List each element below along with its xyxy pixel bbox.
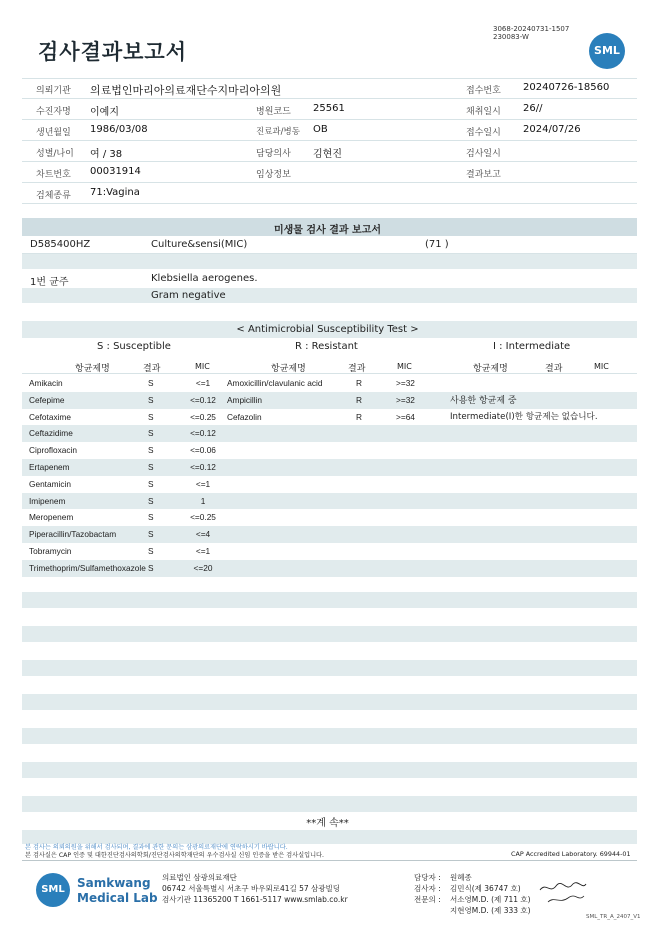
form-code: SML_TR_A_2407_V1 [586, 914, 641, 920]
collection-date-label: 채취일시 [466, 107, 501, 117]
ast-row-stripe [22, 392, 637, 409]
antibiotic-result: S [148, 411, 154, 422]
antibiotic-mic: <=0.06 [190, 445, 216, 456]
col-result-2: 결과 [348, 364, 366, 374]
antibiotic-mic: <=0.12 [190, 394, 216, 405]
test-date-label: 검사일시 [466, 149, 501, 159]
staff1-label: 담당자 : [414, 873, 441, 882]
intermediate-note-2: Intermediate(I)한 항균제는 없습니다. [450, 412, 598, 422]
cap-text: CAP Accredited Laboratory. 69944-01 [511, 850, 631, 858]
staff2-label: 검사자 : [414, 884, 441, 893]
sml-logo-text: SML [594, 44, 620, 57]
staff2-value: 김민식(제 36747 호) [450, 884, 521, 893]
info-divider [22, 98, 637, 99]
antibiotic-name: Trimethoprim/Sulfamethoxazole [29, 562, 146, 573]
dob-value: 1986/03/08 [90, 124, 148, 135]
sml-logo [589, 33, 625, 69]
intermediate-note-1: 사용한 항균제 중 [450, 396, 517, 406]
info-top-border [22, 78, 637, 79]
info-divider [22, 161, 637, 162]
chart-no-label: 차트번호 [36, 170, 71, 180]
col-antibiotic-2: 항균제명 [271, 364, 306, 374]
legend-intermediate: I : Intermediate [493, 341, 571, 352]
sex-age-value: 여 / 38 [90, 149, 123, 160]
antibiotic-result: S [148, 546, 154, 556]
antibiotic-name: Ertapenem [29, 462, 70, 472]
sex-age-label: 성별/나이 [36, 149, 74, 159]
org-name: 의료법인 삼광의료재단 [162, 873, 237, 882]
antibiotic-result: R [356, 411, 362, 422]
brand-name-2: Medical Lab [77, 891, 158, 905]
antibiotic-name: Tobramycin [29, 546, 72, 556]
report-title: 검사결과보고서 [38, 40, 188, 64]
antibiotic-mic: 1 [200, 495, 206, 506]
col-mic-1: MIC [195, 362, 210, 371]
antibiotic-mic: <=1 [195, 478, 211, 489]
info-bottom-border [22, 203, 637, 204]
antibiotic-name: Ampicillin [227, 394, 263, 405]
footer-notice-1: 본 검사는 의뢰의원을 위해서 검사되며, 결과에 관한 문의는 삼광의료재단에 연락하시기 바랍니다. [25, 844, 288, 851]
col-antibiotic-3: 항균제명 [473, 364, 508, 374]
antibiotic-name: Cefepime [29, 394, 65, 405]
antibiotic-result: R [356, 394, 362, 405]
hospital-code-value: 25561 [313, 103, 345, 114]
continue-mark: **계 속** [306, 818, 349, 829]
antibiotic-mic: <=0.25 [190, 512, 216, 523]
antibiotic-name: Ceftazidime [29, 428, 73, 439]
col-antibiotic-1: 항균제명 [75, 364, 110, 374]
antibiotic-mic: >=32 [396, 394, 415, 405]
staff1-value: 원혜종 [450, 873, 472, 882]
antibiotic-name: Imipenem [29, 495, 66, 506]
report-code-1: 3068-20240731-1507 [493, 25, 570, 33]
col-mic-2: MIC [397, 362, 412, 371]
ast-title: < Antimicrobial Susceptibility Test > [236, 324, 419, 335]
receipt-date-value: 2024/07/26 [523, 124, 581, 135]
antibiotic-mic: <=1 [195, 546, 211, 556]
org-contact: 검사기관 11365200 T 1661-5117 www.smlab.co.kr [162, 895, 348, 904]
footer-divider [22, 860, 637, 861]
specimen-value: 71:Vagina [90, 187, 140, 198]
antibiotic-name: Gentamicin [29, 478, 71, 489]
institution-value: 의료법인마리아의료재단수지마리아의원 [90, 84, 282, 97]
doctor-value: 김현진 [313, 149, 342, 160]
empty-row-band [22, 762, 637, 778]
footer-sml-logo [36, 873, 70, 907]
test-code: D585400HZ [30, 239, 91, 250]
clinical-label: 임상정보 [256, 170, 291, 180]
institution-label: 의뢰기관 [36, 86, 71, 96]
antibiotic-result: S [148, 562, 154, 573]
antibiotic-result: S [148, 394, 154, 405]
specimen-label: 검체종류 [36, 191, 71, 201]
footer-logo-text: SML [41, 884, 65, 895]
test-name: Culture&sensi(MIC) [151, 239, 248, 250]
doctor-label: 담당의사 [256, 149, 291, 159]
antibiotic-name: Ciprofloxacin [29, 445, 77, 456]
gram-stain: Gram negative [151, 290, 226, 301]
ast-row-stripe [22, 425, 637, 442]
patient-value: 이예지 [90, 107, 119, 118]
col-mic-3: MIC [594, 362, 609, 371]
result-report-label: 결과보고 [466, 170, 501, 180]
antibiotic-mic: <=20 [193, 562, 213, 573]
micro-section-title: 미생물 검사 결과 보고서 [273, 225, 382, 236]
gram-band [22, 288, 637, 303]
staff4-value: 지현영M.D. (제 333 호) [450, 906, 531, 915]
dob-label: 생년월일 [36, 128, 71, 138]
receipt-date-label: 접수일시 [466, 128, 501, 138]
antibiotic-result: S [148, 495, 154, 506]
patient-label: 수진자명 [36, 107, 71, 117]
staff3-label: 전문의 : [414, 895, 441, 904]
dept-value: OB [313, 124, 328, 135]
legend-resistant: R : Resistant [295, 341, 358, 352]
antibiotic-mic: <=0.12 [190, 428, 216, 439]
antibiotic-result: S [148, 478, 154, 489]
antibiotic-name: Cefotaxime [29, 411, 71, 422]
info-divider [22, 140, 637, 141]
test-number: (71 ) [425, 239, 449, 250]
empty-row-band [22, 728, 637, 744]
receipt-no-label: 접수번호 [466, 86, 501, 96]
empty-row-band [22, 626, 637, 642]
footer-notice-2: 본 검사실은 CAP 인증 및 대한진단검사의학회/진단검사의학재단의 우수검사실 신임 인증을 받은 검사실입니다. [25, 852, 324, 859]
ast-row-stripe [22, 459, 637, 476]
antibiotic-name: Meropenem [29, 512, 74, 523]
antibiotic-result: S [148, 428, 154, 439]
micro-blank-band [22, 254, 637, 269]
organism-name: Klebsiella aerogenes. [151, 273, 258, 284]
antibiotic-result: S [148, 462, 154, 472]
col-result-1: 결과 [143, 364, 161, 374]
antibiotic-result: S [148, 529, 154, 540]
empty-row-band [22, 694, 637, 710]
antibiotic-mic: >=32 [396, 378, 415, 388]
antibiotic-result: R [356, 378, 362, 388]
antibiotic-result: S [148, 378, 154, 388]
dept-label: 진료과/병동 [256, 127, 300, 137]
antibiotic-mic: <=0.12 [190, 462, 216, 472]
brand-name-1: Samkwang [77, 876, 151, 890]
empty-row-band [22, 796, 637, 812]
org-address: 06742 서울특별시 서초구 바우뫼로41길 57 삼광빌딩 [162, 884, 341, 893]
antibiotic-name: Piperacillin/Tazobactam [29, 529, 117, 540]
staff3-value: 서소영M.D. (제 711 호) [450, 895, 531, 904]
antibiotic-mic: >=64 [396, 411, 415, 422]
antibiotic-result: S [148, 445, 154, 456]
empty-row-band [22, 660, 637, 676]
report-code-2: 230083-W [493, 33, 529, 41]
chart-no-value: 00031914 [90, 166, 141, 177]
col-result-3: 결과 [545, 364, 563, 374]
collection-date-value: 26// [523, 103, 543, 114]
ast-row-stripe [22, 493, 637, 510]
strain-label: 1번 균주 [30, 277, 69, 288]
antibiotic-result: S [148, 512, 154, 523]
signature-mark [538, 878, 588, 908]
antibiotic-mic: <=4 [195, 529, 211, 540]
antibiotic-mic: <=1 [195, 378, 211, 388]
antibiotic-name: Amikacin [29, 378, 63, 388]
antibiotic-name: Amoxicillin/clavulanic acid [227, 378, 323, 388]
legend-susceptible: S : Susceptible [97, 341, 171, 352]
info-divider [22, 119, 637, 120]
receipt-no-value: 20240726-18560 [523, 82, 610, 93]
info-divider [22, 182, 637, 183]
antibiotic-name: Cefazolin [227, 411, 262, 422]
hospital-code-label: 병원코드 [256, 107, 291, 117]
empty-row-band [22, 592, 637, 608]
antibiotic-mic: <=0.25 [190, 411, 216, 422]
